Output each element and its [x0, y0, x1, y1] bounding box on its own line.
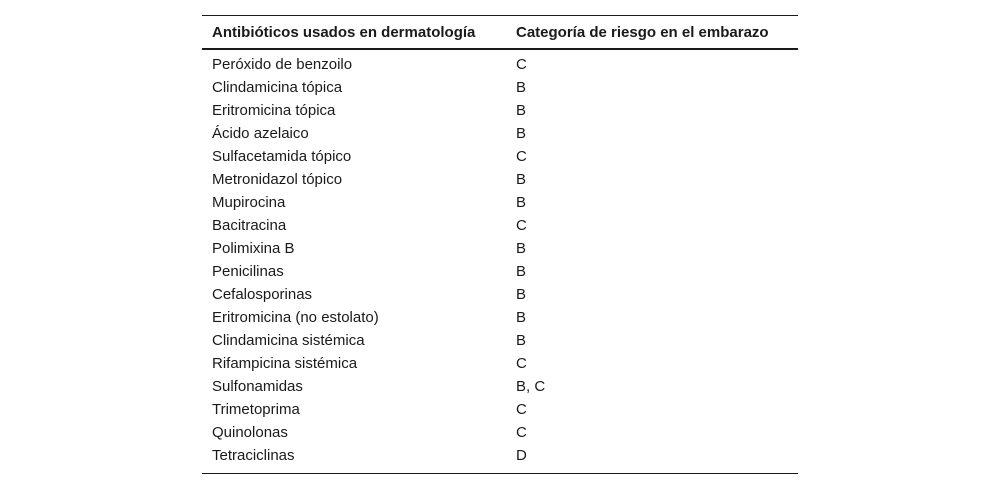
cell-risk-category: B — [516, 263, 527, 280]
table-row — [202, 421, 798, 444]
table-row — [202, 76, 798, 99]
cell-antibiotic: Rifampicina sistémica — [212, 355, 358, 372]
cell-antibiotic: Sulfacetamida tópico — [212, 148, 352, 165]
cell-antibiotic: Tetraciclinas — [212, 447, 295, 464]
antibiotics-pregnancy-table-container — [202, 15, 798, 474]
cell-risk-category: B — [516, 102, 527, 119]
cell-antibiotic: Peróxido de benzoilo — [212, 56, 353, 73]
table-row — [202, 329, 798, 352]
header-row — [202, 16, 798, 50]
cell-risk-category: B, C — [516, 378, 546, 395]
table-row — [202, 191, 798, 214]
cell-antibiotic: Penicilinas — [212, 263, 284, 280]
table-row — [202, 352, 798, 375]
cell-antibiotic: Eritromicina tópica — [212, 102, 336, 119]
cell-antibiotic: Bacitracina — [212, 217, 287, 234]
table-row — [202, 375, 798, 398]
cell-antibiotic: Quinolonas — [212, 424, 288, 441]
cell-risk-category: B — [516, 171, 527, 188]
table-row — [202, 237, 798, 260]
antibiotics-pregnancy-table — [202, 15, 798, 474]
table-row — [202, 122, 798, 145]
cell-antibiotic: Ácido azelaico — [212, 125, 309, 142]
table-row — [202, 283, 798, 306]
cell-risk-category: C — [516, 401, 527, 418]
cell-risk-category: C — [516, 355, 527, 372]
cell-antibiotic: Polimixina B — [212, 240, 295, 257]
table-row — [202, 306, 798, 329]
cell-risk-category: B — [516, 309, 527, 326]
cell-risk-category: B — [516, 332, 527, 349]
cell-risk-category: D — [516, 447, 527, 464]
table-row — [202, 145, 798, 168]
header-risk-category: Categoría de riesgo en el embarazo — [516, 23, 769, 41]
cell-risk-category: B — [516, 194, 527, 211]
cell-risk-category: B — [516, 79, 527, 96]
cell-antibiotic: Sulfonamidas — [212, 378, 303, 395]
cell-risk-category: B — [516, 125, 527, 142]
cell-antibiotic: Eritromicina (no estolato) — [212, 309, 379, 326]
cell-risk-category: B — [516, 240, 527, 257]
table-header — [202, 16, 798, 50]
cell-antibiotic: Cefalosporinas — [212, 286, 313, 303]
cell-risk-category: C — [516, 148, 527, 165]
table-row — [202, 260, 798, 283]
cell-risk-category: C — [516, 217, 527, 234]
cell-antibiotic: Clindamicina tópica — [212, 79, 343, 96]
cell-antibiotic: Trimetoprima — [212, 401, 300, 418]
cell-antibiotic: Clindamicina sistémica — [212, 332, 365, 349]
cell-risk-category: C — [516, 56, 527, 73]
table-body — [202, 49, 798, 474]
table-row — [202, 398, 798, 421]
table-row — [202, 444, 798, 474]
cell-antibiotic: Mupirocina — [212, 194, 286, 211]
table-row — [202, 49, 798, 76]
table-row — [202, 99, 798, 122]
cell-risk-category: B — [516, 286, 527, 303]
table-row — [202, 214, 798, 237]
cell-risk-category: C — [516, 424, 527, 441]
header-antibiotic: Antibióticos usados en dermatología — [212, 23, 476, 41]
cell-antibiotic: Metronidazol tópico — [212, 171, 343, 188]
table-row — [202, 168, 798, 191]
